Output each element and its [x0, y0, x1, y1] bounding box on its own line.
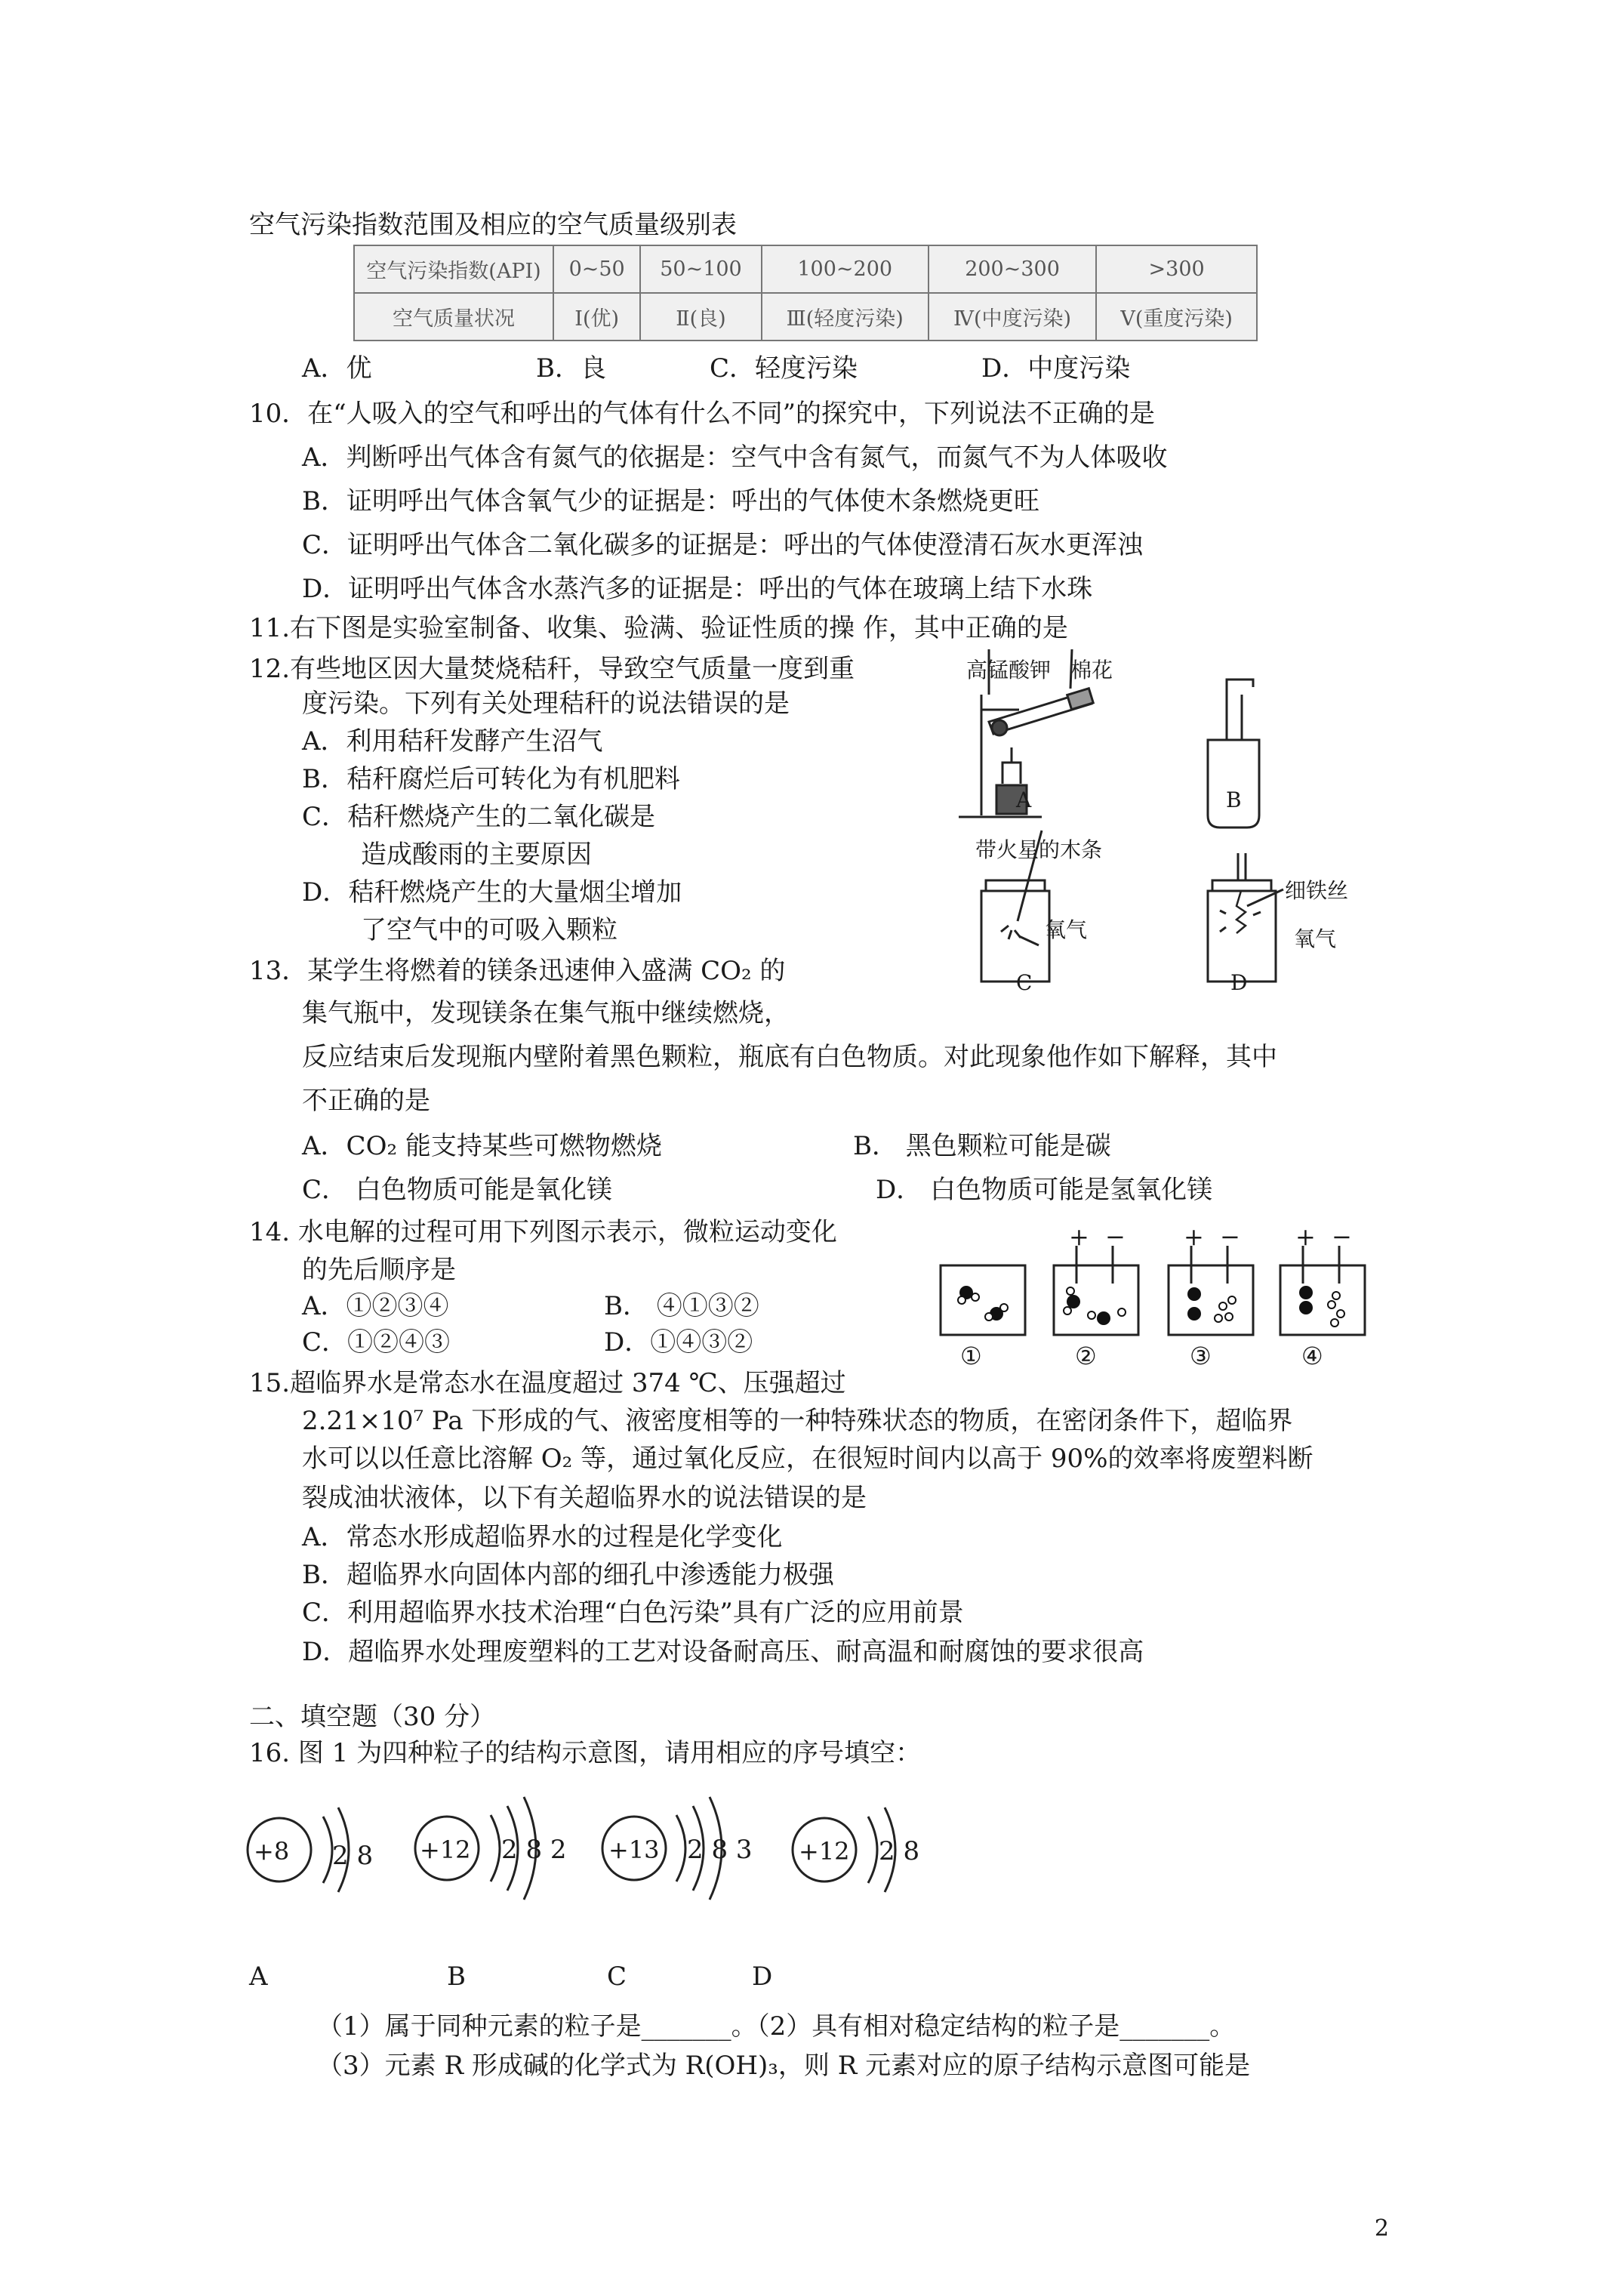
- label-kmno4: 高锰酸钾: [966, 658, 1052, 683]
- q9-option-b: B．良: [536, 353, 606, 384]
- q16-sub-3: （3）元素 R 形成碱的化学式为 R(OH)₃，则 R 元素对应的原子结构示意图可能是: [317, 2051, 1251, 2081]
- q10-option-a: A．判断呼出气体含有氮气的依据是：空气中含有氮气，而氮气不为人体吸收: [302, 442, 1168, 473]
- q15-option-b: B．超临界水向固体内部的细孔中渗透能力极强: [302, 1560, 834, 1590]
- q12-option-c-cont: 造成酸雨的主要原因: [361, 840, 592, 870]
- table-cell: Ⅲ(轻度污染): [762, 293, 929, 341]
- table-header-row: [354, 245, 1257, 293]
- table-cell: Ⅳ(中度污染): [929, 293, 1096, 341]
- atom-b-nucleus: +12: [420, 1835, 471, 1864]
- q12-option-b: B．秸秆腐烂后可转化为有机肥料: [302, 764, 680, 794]
- atom-b-shells: 2 8 2: [501, 1835, 567, 1865]
- atom-a-shells: 2 8: [332, 1841, 374, 1871]
- table-cell: 0~50: [553, 245, 640, 293]
- q14-option-b: B． ④①③②: [604, 1291, 759, 1321]
- electrode-minus-4: −: [1332, 1222, 1352, 1251]
- atom-c-nucleus: +13: [608, 1835, 660, 1864]
- table-cell: Ⅴ(重度污染): [1096, 293, 1257, 341]
- q13-option-c: C． 白色物质可能是氧化镁: [302, 1175, 612, 1205]
- label-iron-wire: 细铁丝: [1285, 878, 1349, 903]
- q13-stem-line2: 集气瓶中，发现镁条在集气瓶中继续燃烧，: [302, 998, 790, 1028]
- label-cotton: 棉花: [1070, 658, 1113, 683]
- atom-label-c: C: [607, 1962, 627, 1992]
- q15-stem-line3: 水可以以任意比溶解 O₂ 等，通过氧化反应，在很短时间内以高于 90%的效率将废塑料断: [302, 1444, 1313, 1474]
- q13-option-a: A．CO₂ 能支持某些可燃物燃烧: [302, 1131, 662, 1161]
- q15-option-c: C．利用超临界水技术治理“白色污染”具有广泛的应用前景: [302, 1598, 964, 1628]
- atom-label-d: D: [752, 1962, 773, 1992]
- q9-option-a: A．优: [302, 353, 372, 384]
- api-table: [353, 245, 1258, 341]
- q9-option-c: C．轻度污染: [710, 353, 858, 384]
- table-row: [354, 293, 1257, 341]
- q12-stem-line2: 度污染。下列有关处理秸秆的说法错误的是: [302, 689, 790, 719]
- page-number: 2: [1374, 2215, 1389, 2242]
- q14-option-c: C．①②④③: [302, 1327, 451, 1358]
- q13-option-d: D． 白色物质可能是氢氧化镁: [876, 1175, 1213, 1205]
- atom-d-nucleus: +12: [799, 1837, 850, 1866]
- q10-option-c: C．证明呼出气体含二氧化碳多的证据是：呼出的气体使澄清石灰水更浑浊: [302, 530, 1144, 560]
- table-cell: Ⅱ(良): [640, 293, 761, 341]
- electrode-plus-4: +: [1295, 1222, 1316, 1251]
- label-oxygen-c: 氧气: [1045, 917, 1088, 942]
- q12-option-a: A．利用秸秆发酵产生沼气: [302, 726, 603, 757]
- q12-option-d: D．秸秆燃烧产生的大量烟尘增加: [302, 877, 682, 908]
- q15-option-a: A．常态水形成超临界水的过程是化学变化: [302, 1522, 783, 1552]
- q13-stem-line3: 反应结束后发现瓶内壁附着黑色颗粒，瓶底有白色物质。对此现象他作如下解释，其中: [302, 1042, 1277, 1072]
- label-oxygen-d: 氧气: [1294, 926, 1337, 951]
- electrode-plus-2: +: [1069, 1222, 1089, 1251]
- q12-option-c: C．秸秆燃烧产生的二氧化碳是: [302, 802, 656, 832]
- q15-option-d: D．超临界水处理废塑料的工艺对设备耐高压、耐高温和耐腐蚀的要求很高: [302, 1637, 1144, 1667]
- q14-stem-line1: 14. 水电解的过程可用下列图示表示，微粒运动变化: [249, 1217, 837, 1247]
- electrode-plus-3: +: [1184, 1222, 1204, 1251]
- q10-stem: 10．在“人吸入的空气和呼出的气体有什么不同”的探究中，下列说法不正确的是: [249, 399, 1156, 429]
- atom-label-b: B: [447, 1962, 466, 1992]
- q13-stem-line1: 13．某学生将燃着的镁条迅速伸入盛满 CO₂ 的: [249, 956, 786, 986]
- q12-stem-line1: 12.有些地区因大量焚烧秸秆，导致空气质量一度到重: [249, 654, 855, 684]
- label-fig-d: D: [1230, 970, 1248, 995]
- table-cell: 100~200: [762, 245, 929, 293]
- atom-d-shells: 2 8: [879, 1836, 920, 1866]
- table-cell: Ⅰ(优): [553, 293, 640, 341]
- q10-option-b: B．证明呼出气体含氧气少的证据是：呼出的气体使木条燃烧更旺: [302, 486, 1039, 516]
- table-cell: >300: [1096, 245, 1257, 293]
- q15-stem-line1: 15.超临界水是常态水在温度超过 374 ℃、压强超过: [249, 1368, 846, 1398]
- electrolysis-label-2: ②: [1075, 1342, 1097, 1370]
- q15-stem-line4: 裂成油状液体，以下有关超临界水的说法错误的是: [302, 1483, 867, 1513]
- electrode-minus-2: −: [1105, 1222, 1126, 1251]
- electrode-minus-3: −: [1220, 1222, 1240, 1251]
- atom-a-nucleus: +8: [254, 1837, 290, 1866]
- table-cell: 50~100: [640, 245, 761, 293]
- label-fig-b: B: [1226, 787, 1242, 812]
- q13-option-b: B． 黑色颗粒可能是碳: [853, 1131, 1111, 1161]
- label-fig-a: A: [1016, 787, 1032, 812]
- label-ember-stick: 带火星的木条: [975, 837, 1103, 862]
- q16-sub-1-2: （1）属于同种元素的粒子是_______。（2）具有相对稳定结构的粒子是_______。: [317, 2011, 1236, 2042]
- electrolysis-label-4: ④: [1301, 1342, 1323, 1370]
- table-cell: 空气污染指数(API): [354, 245, 553, 293]
- q10-option-d: D．证明呼出气体含水蒸汽多的证据是：呼出的气体在玻璃上结下水珠: [302, 574, 1093, 604]
- table-caption: 空气污染指数范围及相应的空气质量级别表: [249, 210, 737, 240]
- label-fig-c: C: [1016, 970, 1033, 995]
- section-heading: 二、填空题（30 分）: [249, 1702, 496, 1732]
- q15-stem-line2: 2.21×10⁷ Pa 下形成的气、液密度相等的一种特殊状态的物质，在密闭条件下，超临界: [302, 1406, 1293, 1436]
- electrolysis-label-1: ①: [960, 1342, 982, 1370]
- q16-stem: 16. 图 1 为四种粒子的结构示意图，请用相应的序号填空：: [249, 1738, 922, 1768]
- q14-option-d: D．①④③②: [604, 1327, 753, 1358]
- atom-c-shells: 2 8 3: [687, 1835, 753, 1865]
- q12-option-d-cont: 了空气中的可吸入颗粒: [361, 915, 617, 945]
- table-cell: 空气质量状况: [354, 293, 553, 341]
- q9-option-d: D．中度污染: [981, 353, 1131, 384]
- electrolysis-label-3: ③: [1190, 1342, 1212, 1370]
- q14-stem-line2: 的先后顺序是: [302, 1255, 456, 1285]
- q14-option-a: A．①②③④: [302, 1291, 449, 1321]
- q13-stem-line4: 不正确的是: [302, 1086, 430, 1116]
- table-cell: 200~300: [929, 245, 1096, 293]
- atom-label-a: A: [249, 1962, 268, 1992]
- q11-stem: 11.右下图是实验室制备、收集、验满、验证性质的操 作，其中正确的是: [249, 613, 1068, 643]
